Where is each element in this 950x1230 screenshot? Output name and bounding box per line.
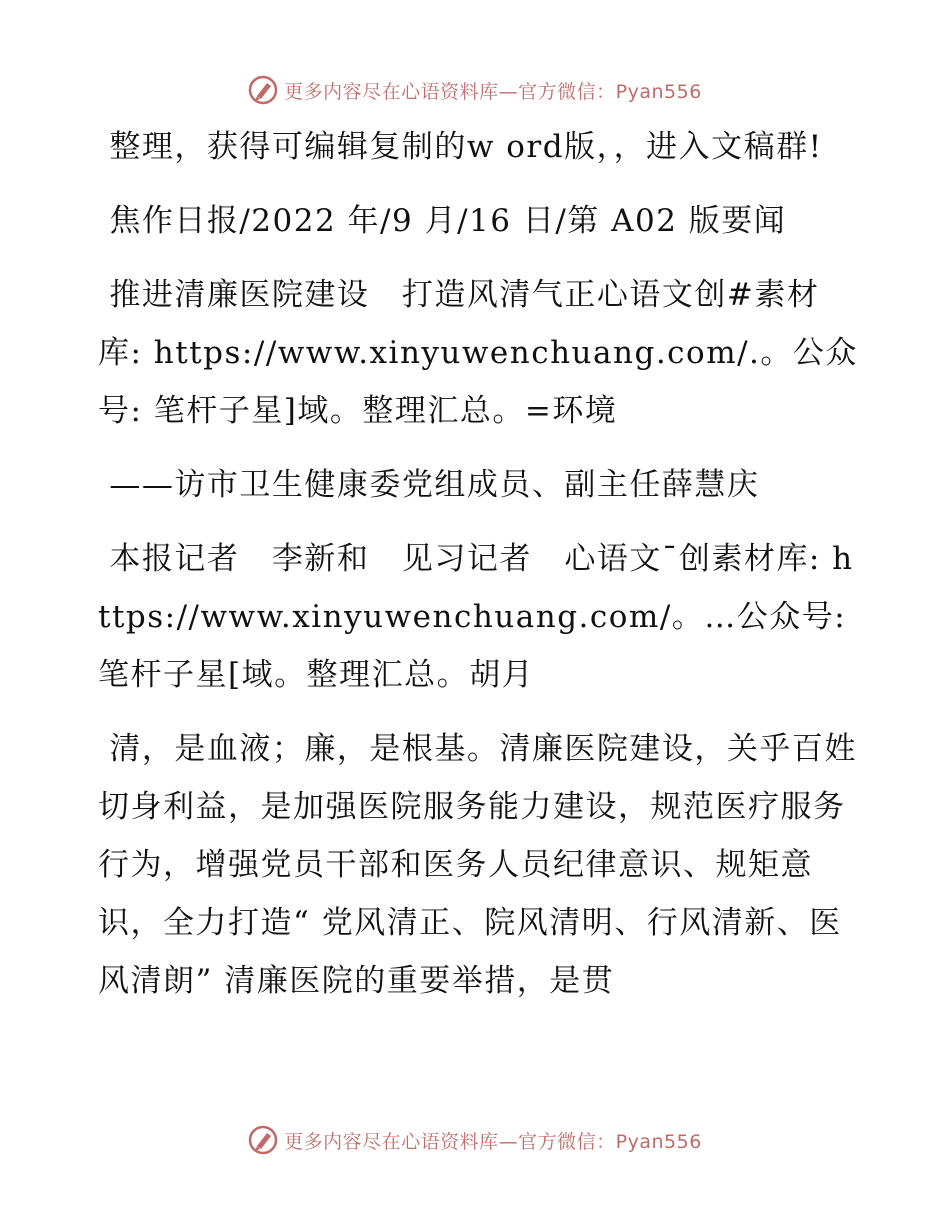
source-line: 焦作日报/2022 年/9 月/16 日/第 A02 版要闻 (98, 203, 787, 239)
pen-nib-logo-icon (248, 75, 278, 105)
document-body (98, 118, 858, 1014)
header-watermark-banner (0, 70, 950, 110)
article-title: 推进清廉医院建设 打造风清气正心语文创#素材库: https://www.xinyuwenchuang.com/.。公众号: 笔杆子星]域。整理汇总。=环境 (98, 277, 858, 429)
byline: 本报记者 李新和 见习记者 心语文¯创素材库: https://www.xinyuwenchuang.com/。…公众号: 笔杆子星[域。整理汇总。胡月 (98, 541, 858, 693)
watermark-text: 更多内容尽在心语资料库—官方微信：Pyan556 (284, 1130, 702, 1153)
article-subtitle: ——访市卫生健康委党组成员、副主任薛慧庆 (98, 467, 760, 503)
footer-watermark-banner (0, 1120, 950, 1160)
body-paragraph: 清，是血液；廉，是根基。清廉医院建设，关乎百姓切身利益，是加强医院服务能力建设，规范医疗服务行为，增强党员干部和医务人员纪律意识、规矩意识，全力打造“ 党风清正、院风清明、行风清新、医风清朗” 清廉医院的重要举措，是贯 (98, 731, 857, 999)
watermark-text: 更多内容尽在心语资料库—官方微信：Pyan556 (284, 80, 702, 103)
intro-paragraph: 整理，获得可编辑复制的w ord版，，进入文稿群! (98, 129, 823, 165)
pen-nib-logo-icon (248, 1125, 278, 1155)
